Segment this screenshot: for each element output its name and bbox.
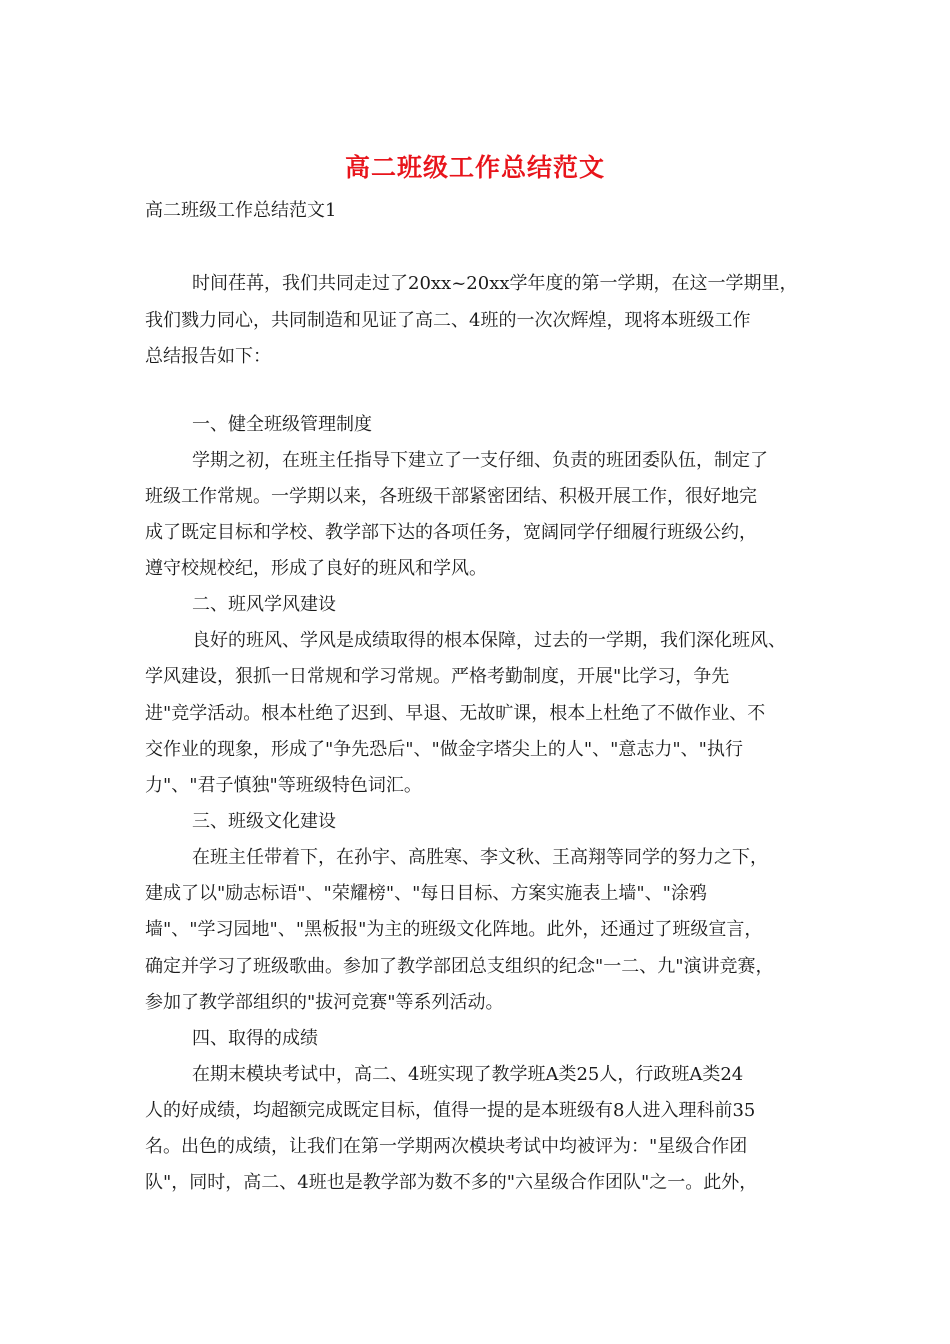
document-title: 高二班级工作总结范文 [344, 153, 605, 182]
paragraph-line: 参加了教学部组织的"拔河竞赛"等系列活动。 [145, 992, 504, 1013]
paragraph-line: 学风建设，狠抓一日常规和学习常规。严格考勤制度，开展"比学习，争先 [145, 666, 730, 687]
paragraph-line: 确定并学习了班级歌曲。参加了教学部团总支组织的纪念"一二、九"演讲竞赛， [145, 956, 774, 977]
paragraph-line: 时间荏苒，我们共同走过了20xx~20xx学年度的第一学期，在这一学期里， [192, 273, 798, 294]
paragraph-line: 学期之初，在班主任指导下建立了一支仔细、负责的班团委队伍，制定了 [192, 450, 768, 471]
section-heading: 二、班风学风建设 [192, 594, 336, 615]
section-heading: 四、取得的成绩 [192, 1028, 318, 1049]
paragraph-line: 班级工作常规。一学期以来，各班级干部紧密团结、积极开展工作，很好地完 [145, 486, 757, 507]
paragraph-line: 进"竞学活动。根本杜绝了迟到、早退、无故旷课，根本上杜绝了不做作业、不 [145, 703, 766, 724]
paragraph-line: 队"，同时，高二、4班也是教学部为数不多的"六星级合作团队"之一。此外， [145, 1172, 758, 1193]
paragraph-line: 总结报告如下： [145, 346, 271, 367]
paragraph-line: 建成了以"励志标语"、"荣耀榜"、"每日目标、方案实施表上墙"、"涂鸦 [145, 883, 707, 904]
paragraph-line: 墙"、"学习园地"、"黑板报"为主的班级文化阵地。此外，还通过了班级宣言， [145, 919, 763, 940]
paragraph-line: 人的好成绩，均超额完成既定目标，值得一提的是本班级有8人进入理科前35 [145, 1100, 756, 1121]
paragraph-line: 名。出色的成绩，让我们在第一学期两次模块考试中均被评为："星级合作团 [145, 1136, 748, 1157]
paragraph-line: 遵守校规校纪，形成了良好的班风和学风。 [145, 558, 487, 579]
section-heading: 一、健全班级管理制度 [192, 414, 372, 435]
paragraph-line: 良好的班风、学风是成绩取得的根本保障，过去的一学期，我们深化班风、 [192, 630, 786, 651]
paragraph-line: 在班主任带着下，在孙宇、高胜寒、李文秋、王高翔等同学的努力之下， [192, 847, 768, 868]
paragraph-line: 力"、"君子慎独"等班级特色词汇。 [145, 775, 422, 796]
paragraph-line: 在期末模块考试中，高二、4班实现了教学班A类25人，行政班A类24 [192, 1064, 744, 1085]
paragraph-line: 我们戮力同心，共同制造和见证了高二、4班的一次次辉煌，现将本班级工作 [145, 310, 751, 331]
paragraph-line: 交作业的现象，形成了"争先恐后"、"做金字塔尖上的人"、"意志力"、"执行 [145, 739, 743, 760]
document-subtitle: 高二班级工作总结范文1 [145, 200, 337, 221]
paragraph-line: 成了既定目标和学校、教学部下达的各项任务，宽阔同学仔细履行班级公约， [145, 522, 757, 543]
section-heading: 三、班级文化建设 [192, 811, 336, 832]
